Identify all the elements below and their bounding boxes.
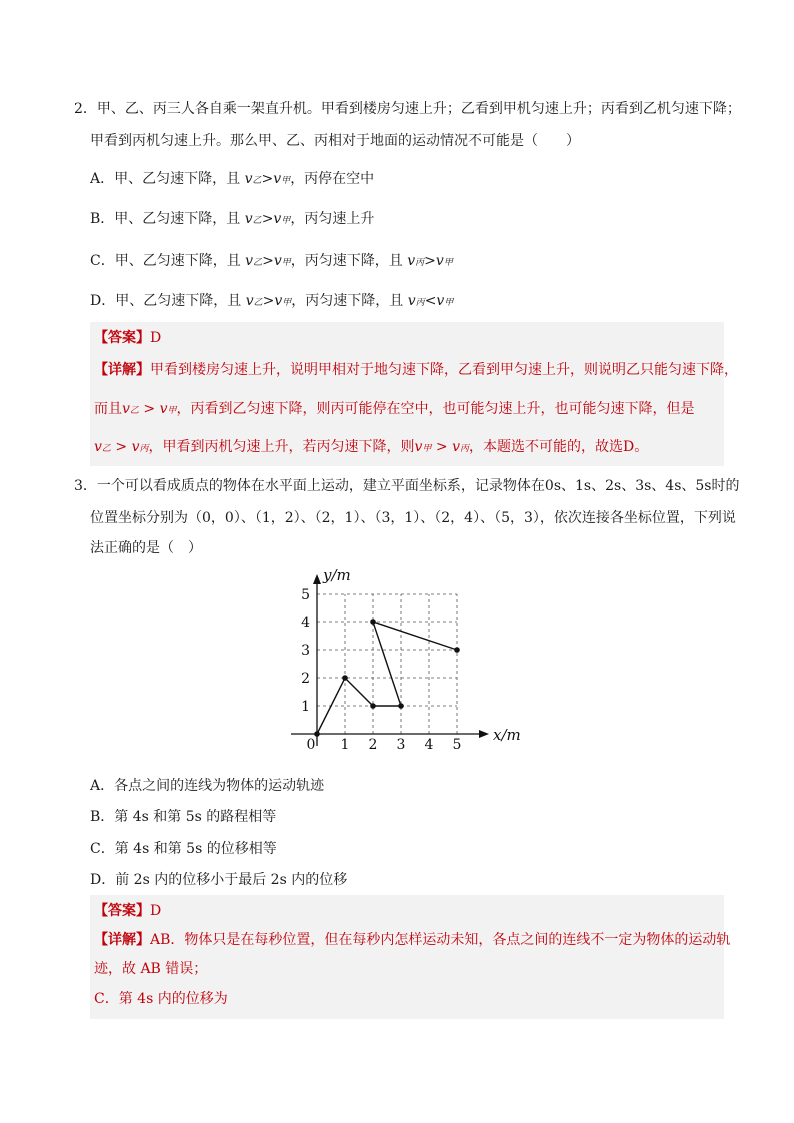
q3-stem-line1: 3．一个可以看成质点的物体在水平面上运动，建立平面坐标系，记录物体在0s、1s、2s、3s、4s、5s时的 (74, 478, 740, 494)
q2-number: 2． (74, 101, 97, 117)
q3-option-b: B．第 4s 和第 5s 的路程相等 (90, 809, 277, 825)
x-tick-label: 5 (452, 737, 462, 753)
q3-detail-line3: C．第 4s 内的位移为 (94, 991, 228, 1007)
y-tick-label: 2 (301, 671, 310, 687)
q3-answer-block (90, 895, 731, 1019)
y-tick-label: 4 (301, 615, 310, 631)
data-point (314, 731, 320, 737)
x-tick-label: 4 (424, 737, 434, 753)
y-tick-label: 1 (301, 699, 310, 715)
y-axis-arrow (313, 574, 321, 584)
q2-stem-line2: 甲看到丙机匀速上升。那么甲、乙、丙相对于地面的运动情况不可能是（ ） (90, 133, 580, 149)
q3-option-a: A．各点之间的连线为物体的运动轨迹 (90, 778, 325, 794)
q2-detail-line2: 而且v乙 > v甲，丙看到乙匀速下降，则丙可能停在空中，也可能匀速上升，也可能匀速下降，但是 (94, 401, 695, 417)
x-axis-arrow (479, 730, 489, 738)
data-point (370, 619, 376, 625)
x-tick-label: 2 (368, 737, 378, 753)
x-tick-label: 1 (340, 737, 350, 753)
q3-stem-line2: 位置坐标分别为（0，0）、（1，2）、（2，1）、（3，1）、（2，4）、（5，3），依次连接各坐标位置，下列说 (90, 510, 736, 526)
q3-answer: 【答案】D (94, 903, 162, 919)
data-point (342, 675, 348, 681)
data-point (398, 703, 404, 709)
q2-stem-line1: 2．甲、乙、丙三人各自乘一架直升机。甲看到楼房匀速上升；乙看到甲机匀速上升；丙看到乙机匀速下降； (74, 101, 741, 117)
q3-detail-line2: 迹，故 AB 错误； (94, 961, 208, 977)
x-tick-label: 3 (396, 737, 406, 753)
x-tick-label: 0 (306, 737, 316, 753)
q2-answer: 【答案】D (94, 330, 162, 346)
x-axis-label: x/m (493, 726, 521, 744)
y-tick-label: 3 (301, 643, 310, 659)
q2-option-a: A．甲、乙匀速下降，且 v乙>v甲，丙停在空中 (90, 171, 375, 187)
q3-option-d: D．前 2s 内的位移小于最后 2s 内的位移 (90, 872, 348, 888)
q2-option-c: C．甲、乙匀速下降，且 v乙>v甲，丙匀速下降，且 v丙>v甲 (90, 253, 453, 269)
q3-stem-line3: 法正确的是（ ） (90, 540, 202, 556)
q2-detail-line3: v乙 > v丙，甲看到丙机匀速上升，若丙匀速下降，则v甲 > v丙，本题选不可能的，故选D。 (94, 439, 649, 455)
q2-detail-line1: 【详解】甲看到楼房匀速上升，说明甲相对于地匀速下降，乙看到甲匀速上升，则说明乙只能匀速下降， (94, 362, 738, 378)
q3-option-c: C．第 4s 和第 5s 的位移相等 (90, 841, 277, 857)
q3-number: 3． (74, 478, 97, 494)
y-axis-label: y/m (323, 566, 351, 584)
q2-option-b: B．甲、乙匀速下降，且 v乙>v甲，丙匀速上升 (90, 211, 375, 227)
data-point (454, 647, 460, 653)
position-chart (285, 565, 525, 765)
data-point (370, 703, 376, 709)
y-tick-label: 5 (301, 587, 310, 603)
q3-detail-line1: 【详解】AB．物体只是在每秒位置，但在每秒内怎样运动未知，各点之间的连线不一定为物体的运动轨 (94, 932, 731, 948)
q2-option-d: D．甲、乙匀速下降，且 v乙>v甲，丙匀速下降，且 v丙<v甲 (90, 293, 454, 309)
q2-answer-block (90, 322, 738, 466)
